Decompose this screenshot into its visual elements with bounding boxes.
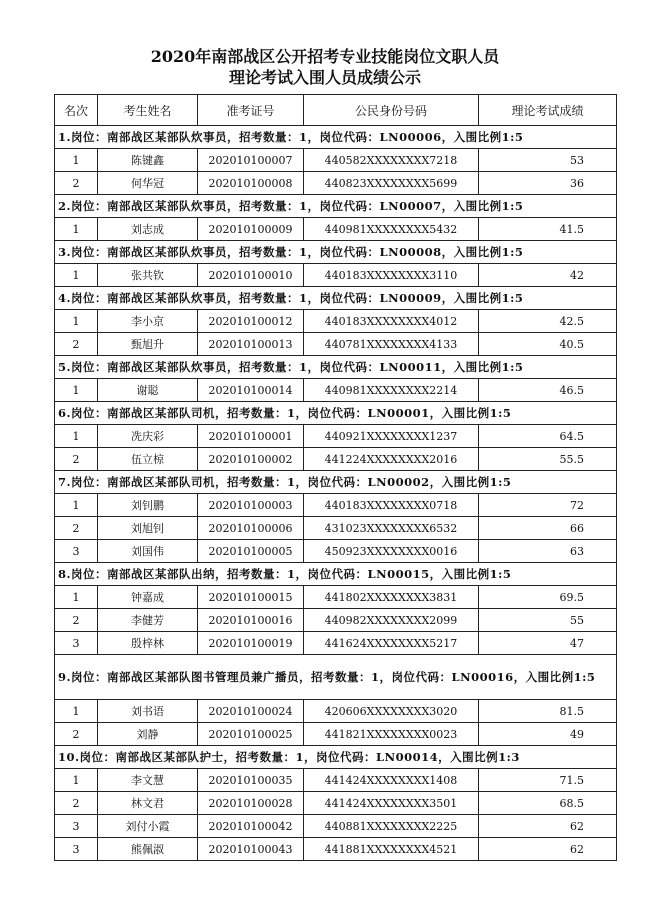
section-header-row	[55, 746, 617, 769]
position-heading: 5.岗位：南部战区某部队炊事员，招考数量：1，岗位代码：LN00011，入围比例1:5	[55, 356, 617, 379]
exam-number-cell: 202010100024	[198, 700, 304, 723]
score-cell: 42.5	[479, 310, 617, 333]
table-row	[55, 540, 617, 563]
table-row	[55, 172, 617, 195]
exam-number-cell: 202010100014	[198, 379, 304, 402]
name-cell: 何华冠	[98, 172, 198, 195]
rank-cell: 2	[55, 448, 98, 471]
name-cell: 冼庆彩	[98, 425, 198, 448]
score-cell: 55.5	[479, 448, 617, 471]
score-cell: 81.5	[479, 700, 617, 723]
section-header-row	[55, 356, 617, 379]
name-cell: 李文慧	[98, 769, 198, 792]
position-heading: 4.岗位：南部战区某部队炊事员，招考数量：1，岗位代码：LN00009，入围比例1:5	[55, 287, 617, 310]
score-cell: 55	[479, 609, 617, 632]
rank-cell: 1	[55, 218, 98, 241]
name-cell: 甄旭升	[98, 333, 198, 356]
rank-cell: 2	[55, 792, 98, 815]
table-row	[55, 838, 617, 861]
rank-cell: 1	[55, 310, 98, 333]
id-number-cell: 441424XXXXXXXX1408	[304, 769, 479, 792]
score-cell: 72	[479, 494, 617, 517]
section-header-row	[55, 655, 617, 700]
header-id-number: 公民身份号码	[304, 95, 479, 126]
id-number-cell: 440982XXXXXXXX2099	[304, 609, 479, 632]
name-cell: 钟嘉成	[98, 586, 198, 609]
name-cell: 刘静	[98, 723, 198, 746]
score-cell: 49	[479, 723, 617, 746]
score-cell: 66	[479, 517, 617, 540]
table-row	[55, 264, 617, 287]
rank-cell: 1	[55, 769, 98, 792]
id-number-cell: 440921XXXXXXXX1237	[304, 425, 479, 448]
exam-number-cell: 202010100003	[198, 494, 304, 517]
header-score: 理论考试成绩	[479, 95, 617, 126]
exam-number-cell: 202010100043	[198, 838, 304, 861]
rank-cell: 1	[55, 264, 98, 287]
id-number-cell: 441802XXXXXXXX3831	[304, 586, 479, 609]
section-header-row	[55, 402, 617, 425]
results-table	[54, 94, 617, 861]
table-row	[55, 494, 617, 517]
rank-cell: 3	[55, 540, 98, 563]
exam-number-cell: 202010100019	[198, 632, 304, 655]
id-number-cell: 440183XXXXXXXX0718	[304, 494, 479, 517]
name-cell: 刘志成	[98, 218, 198, 241]
score-cell: 69.5	[479, 586, 617, 609]
header-rank: 名次	[55, 95, 98, 126]
exam-number-cell: 202010100025	[198, 723, 304, 746]
table-row	[55, 310, 617, 333]
id-number-cell: 441224XXXXXXXX2016	[304, 448, 479, 471]
score-cell: 64.5	[479, 425, 617, 448]
position-heading: 7.岗位：南部战区某部队司机，招考数量：1，岗位代码：LN00002，入围比例1:5	[55, 471, 617, 494]
id-number-cell: 441624XXXXXXXX5217	[304, 632, 479, 655]
section-header-row	[55, 241, 617, 264]
id-number-cell: 431023XXXXXXXX6532	[304, 517, 479, 540]
position-heading: 8.岗位：南部战区某部队出纳，招考数量：1，岗位代码：LN00015，入围比例1:5	[55, 563, 617, 586]
position-heading: 1.岗位：南部战区某部队炊事员，招考数量：1，岗位代码：LN00006，入围比例1:5	[55, 126, 617, 149]
table-row	[55, 149, 617, 172]
exam-number-cell: 202010100002	[198, 448, 304, 471]
exam-number-cell: 202010100042	[198, 815, 304, 838]
score-cell: 40.5	[479, 333, 617, 356]
name-cell: 陈键鑫	[98, 149, 198, 172]
score-cell: 71.5	[479, 769, 617, 792]
exam-number-cell: 202010100015	[198, 586, 304, 609]
name-cell: 刘国伟	[98, 540, 198, 563]
table-row	[55, 517, 617, 540]
rank-cell: 1	[55, 700, 98, 723]
exam-number-cell: 202010100007	[198, 149, 304, 172]
name-cell: 刘旭钊	[98, 517, 198, 540]
score-cell: 62	[479, 838, 617, 861]
section-header-row	[55, 195, 617, 218]
rank-cell: 2	[55, 172, 98, 195]
name-cell: 熊佩淑	[98, 838, 198, 861]
header-exam-number: 准考证号	[198, 95, 304, 126]
exam-number-cell: 202010100001	[198, 425, 304, 448]
table-row	[55, 218, 617, 241]
table-row	[55, 448, 617, 471]
score-cell: 63	[479, 540, 617, 563]
score-cell: 36	[479, 172, 617, 195]
table-row	[55, 333, 617, 356]
name-cell: 刘钊鹏	[98, 494, 198, 517]
id-number-cell: 440582XXXXXXXX7218	[304, 149, 479, 172]
name-cell: 谢聪	[98, 379, 198, 402]
section-header-row	[55, 287, 617, 310]
rank-cell: 2	[55, 517, 98, 540]
exam-number-cell: 202010100035	[198, 769, 304, 792]
position-heading: 3.岗位：南部战区某部队炊事员，招考数量：1，岗位代码：LN00008，入围比例1:5	[55, 241, 617, 264]
position-heading: 6.岗位：南部战区某部队司机，招考数量：1，岗位代码：LN00001，入围比例1:5	[55, 402, 617, 425]
header-name: 考生姓名	[98, 95, 198, 126]
results-table-body	[55, 95, 617, 861]
exam-number-cell: 202010100008	[198, 172, 304, 195]
table-row	[55, 632, 617, 655]
document-subtitle: 理论考试入围人员成绩公示	[228, 68, 421, 87]
id-number-cell: 450923XXXXXXXX0016	[304, 540, 479, 563]
table-row	[55, 700, 617, 723]
table-row	[55, 609, 617, 632]
name-cell: 刘书语	[98, 700, 198, 723]
id-number-cell: 441424XXXXXXXX3501	[304, 792, 479, 815]
section-header-row	[55, 126, 617, 149]
rank-cell: 1	[55, 586, 98, 609]
table-header-row	[55, 95, 617, 126]
document-title: 2020年南部战区公开招考专业技能岗位文职人员	[150, 47, 500, 66]
id-number-cell: 440981XXXXXXXX2214	[304, 379, 479, 402]
rank-cell: 3	[55, 838, 98, 861]
exam-number-cell: 202010100010	[198, 264, 304, 287]
table-row	[55, 425, 617, 448]
exam-number-cell: 202010100028	[198, 792, 304, 815]
id-number-cell: 441821XXXXXXXX0023	[304, 723, 479, 746]
name-cell: 林文君	[98, 792, 198, 815]
rank-cell: 1	[55, 149, 98, 172]
score-cell: 46.5	[479, 379, 617, 402]
name-cell: 李小京	[98, 310, 198, 333]
rank-cell: 2	[55, 333, 98, 356]
name-cell: 殷梓林	[98, 632, 198, 655]
score-cell: 42	[479, 264, 617, 287]
exam-number-cell: 202010100006	[198, 517, 304, 540]
rank-cell: 1	[55, 425, 98, 448]
position-heading: 2.岗位：南部战区某部队炊事员，招考数量：1，岗位代码：LN00007，入围比例1:5	[55, 195, 617, 218]
section-header-row	[55, 471, 617, 494]
id-number-cell: 440881XXXXXXXX2225	[304, 815, 479, 838]
table-row	[55, 586, 617, 609]
id-number-cell: 441881XXXXXXXX4521	[304, 838, 479, 861]
rank-cell: 3	[55, 815, 98, 838]
score-cell: 62	[479, 815, 617, 838]
name-cell: 李健芳	[98, 609, 198, 632]
score-cell: 41.5	[479, 218, 617, 241]
position-heading: 9.岗位：南部战区某部队图书管理员兼广播员，招考数量：1，岗位代码：LN00016，入围比例1:5	[55, 655, 617, 700]
table-row	[55, 815, 617, 838]
exam-number-cell: 202010100016	[198, 609, 304, 632]
section-header-row	[55, 563, 617, 586]
id-number-cell: 420606XXXXXXXX3020	[304, 700, 479, 723]
rank-cell: 1	[55, 494, 98, 517]
table-row	[55, 379, 617, 402]
id-number-cell: 440183XXXXXXXX3110	[304, 264, 479, 287]
score-cell: 53	[479, 149, 617, 172]
table-row	[55, 723, 617, 746]
score-cell: 47	[479, 632, 617, 655]
rank-cell: 3	[55, 632, 98, 655]
rank-cell: 2	[55, 723, 98, 746]
exam-number-cell: 202010100012	[198, 310, 304, 333]
score-cell: 68.5	[479, 792, 617, 815]
id-number-cell: 440183XXXXXXXX4012	[304, 310, 479, 333]
table-row	[55, 769, 617, 792]
name-cell: 伍立椋	[98, 448, 198, 471]
table-row	[55, 792, 617, 815]
position-heading: 10.岗位：南部战区某部队护士，招考数量：1，岗位代码：LN00014，入围比例1:3	[55, 746, 617, 769]
rank-cell: 2	[55, 609, 98, 632]
id-number-cell: 440981XXXXXXXX5432	[304, 218, 479, 241]
exam-number-cell: 202010100013	[198, 333, 304, 356]
exam-number-cell: 202010100005	[198, 540, 304, 563]
id-number-cell: 440781XXXXXXXX4133	[304, 333, 479, 356]
exam-number-cell: 202010100009	[198, 218, 304, 241]
name-cell: 张共钦	[98, 264, 198, 287]
rank-cell: 1	[55, 379, 98, 402]
id-number-cell: 440823XXXXXXXX5699	[304, 172, 479, 195]
name-cell: 刘付小霞	[98, 815, 198, 838]
